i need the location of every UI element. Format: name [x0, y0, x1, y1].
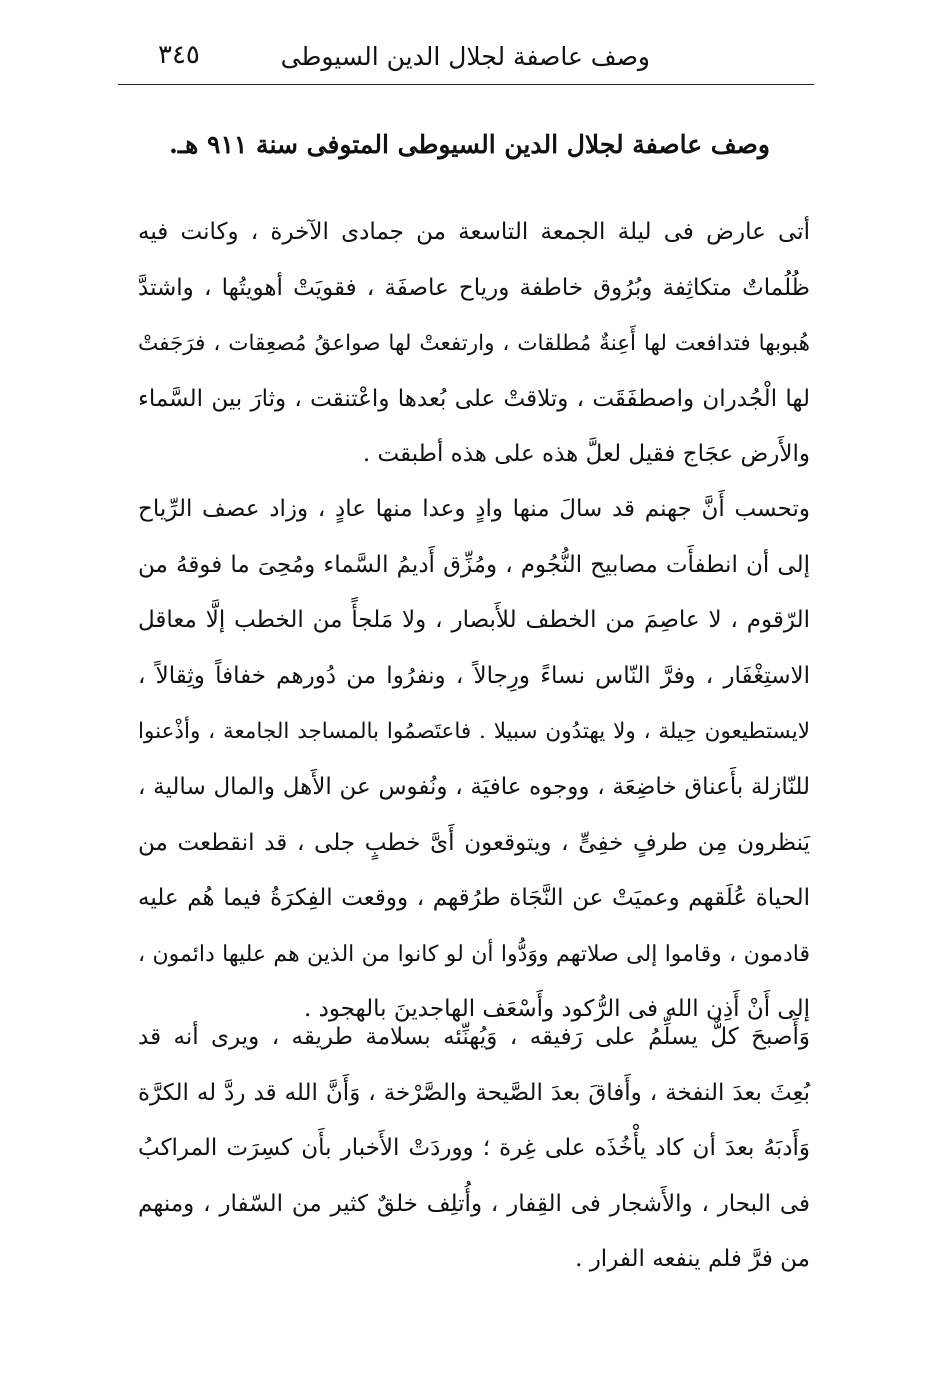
running-header: [120, 38, 810, 82]
text-line: الاستِغْفَار ، وفرَّ النّاس نساءً ورِجالاً ، ونفرُوا من دُورهم خفافاً وثِقالاً ،: [138, 662, 810, 689]
text-line: يَنظرون مِن طرفٍ خفِىٍّ ، ويتوقعون أَىَّ خطبٍ جلى ، قد انقطعت من: [138, 829, 810, 856]
paragraph-3: [138, 1010, 810, 1288]
text-line: وَأَدبَهُ بعدَ أن كاد يأْخُذَه على غِرة ؛ ووردَتْ الأَخبار بأَن كسِرَت المراكبُ: [138, 1135, 810, 1162]
text-line: لها الْجُدران واصطفَقَت ، وتلاقتْ على بُعدها واعْتنقت ، وثارَ بين السَّماء: [138, 385, 810, 412]
text-line: وتحسب أَنَّ جهنم قد سالَ منها وادٍ وعدا منها عادٍ ، وزاد عصف الرِّياح: [138, 496, 810, 522]
text-line: إلى أَنْ أَذِن الله فى الرُّكود وأَسْعَف الهاجدينَ بالهجود .: [303, 996, 810, 1023]
text-line: وَأَصبحَ كلٌّ يسلِّمُ على رَفيقه ، وَيُهنِّئه بسلامة طريقه ، ويرى أنه قد: [138, 1024, 810, 1050]
text-line: قادمون ، وقاموا إلى صلاتهم ووَدُّوا أن لو كانوا من الذين هم عليها دائمون ،: [138, 941, 810, 967]
text-line: أتى عارض فى ليلة الجمعة التاسعة من جمادى الآخرة ، وكانت فيه: [138, 219, 810, 245]
running-title: وصف عاصفة لجلال الدين السيوطى: [280, 42, 650, 71]
article-title: وصف عاصفة لجلال الدين السيوطى المتوفى سنة ٩١١ هـ.: [169, 130, 770, 159]
paragraph-2: [138, 482, 810, 1038]
text-line: الحياة عُلَقهم وعميَتْ عن النَّجَاة طرُقهم ، ووقعت الفِكرَةُ فيما هُم عليه: [138, 885, 810, 912]
text-line: والأَرض عجَاج فقيل لعلَّ هذه على هذه أطبقت .: [362, 441, 810, 468]
page-number: ٣٤٥: [158, 40, 200, 70]
text-line: لايستطيعون حِيلة ، ولا يهتدُون سبيلا . فاعتَصمُوا بالمساجد الجامعة ، وأذْعنوا: [138, 719, 810, 745]
text-line: من فرَّ فلم ينفعه الفرار .: [575, 1246, 810, 1273]
text-line: للنّازلة بأَعناق خاضِعَة ، ووجوه عافيَة ، ونُفوس عن الأَهل والمال سالية ،: [138, 773, 810, 800]
text-line: فى البحار ، والأَشجار فى القِفار ، وأُتلِف خلقٌ كثير من السّفار ، ومنهم: [138, 1190, 810, 1217]
header-rule: [118, 84, 814, 85]
text-line: الرّقوم ، لا عاصِمَ من الخطف للأَبصار ، ولا مَلجأً من الخطب إلَّا معاقل: [138, 607, 810, 634]
text-line: بُعِثَ بعدَ النفخة ، وأَفاقَ بعدَ الصَّيحة والصَّرْخة ، وَأَنَّ الله قد ردَّ له الكرَّة: [138, 1079, 810, 1106]
text-line: هُبوبها فتدافعت لها أَعِنةٌ مُطلقات ، وارتفعتْ لها صواعقُ مُصعِقات ، فرَجَفتْ: [138, 331, 810, 357]
text-line: ظُلُماتٌ متكاثِفة وبُرُوق خاطفة ورياح عاصفَة ، فقويَتْ أهويتُها ، واشتدَّ: [138, 274, 810, 301]
paragraph-1: [138, 205, 810, 483]
text-line: إلى أن انطفأَت مصابيح النُّجُوم ، ومُزِّق أَديمُ السَّماء ومُحِىَ ما فوقهُ من: [138, 551, 810, 578]
